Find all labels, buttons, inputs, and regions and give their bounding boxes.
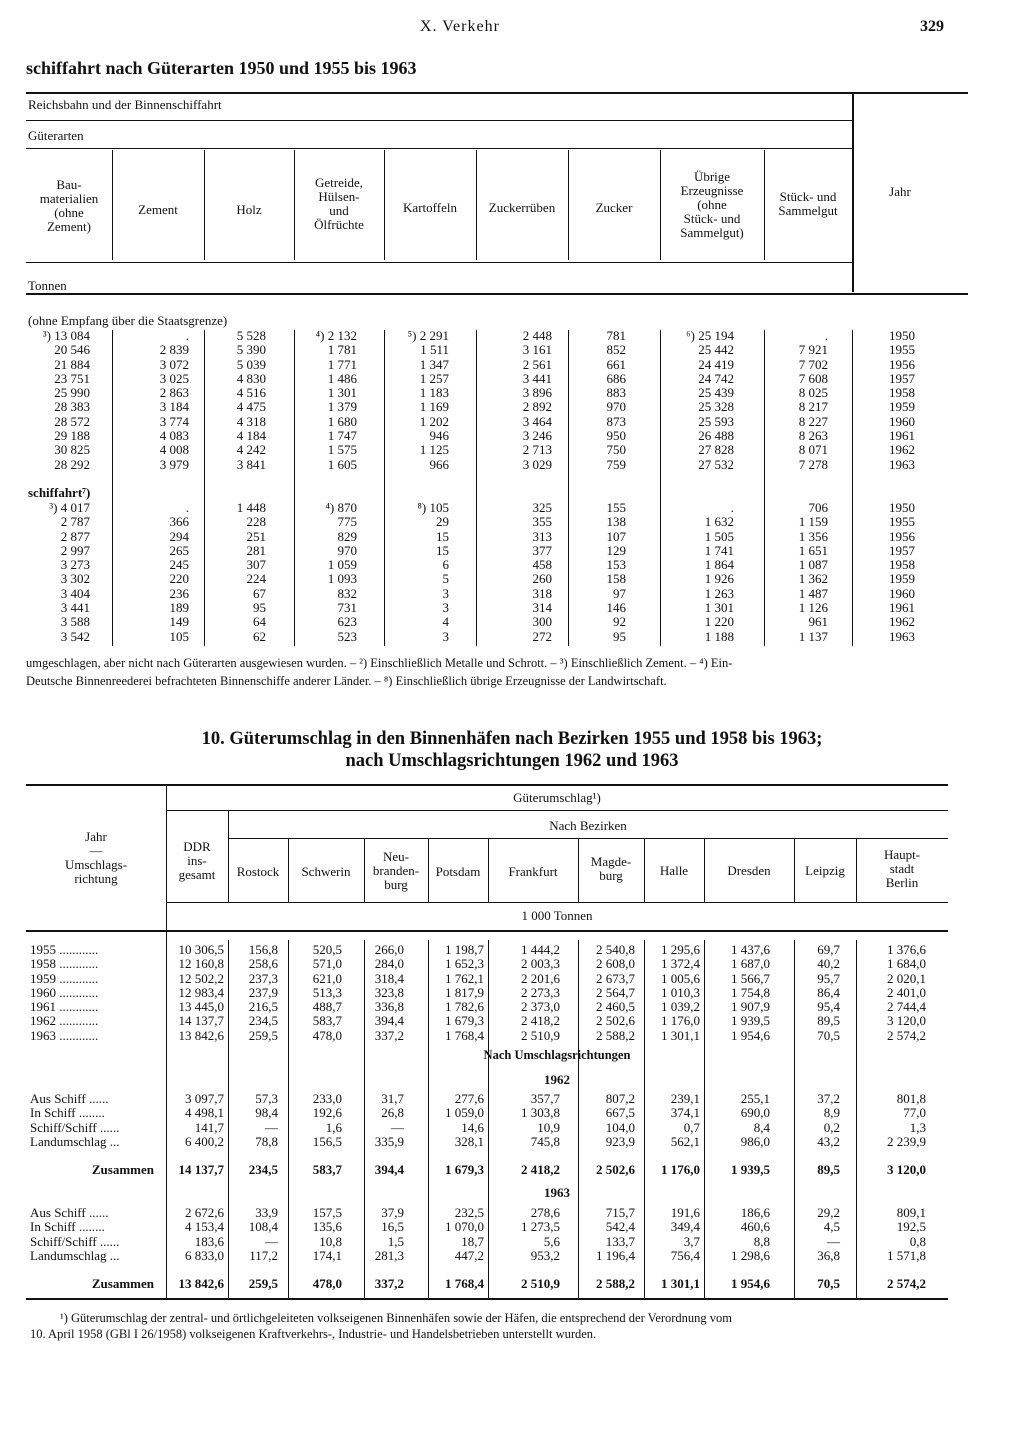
rule [26,120,852,121]
b1962-potsdam: 277,6 1 059,0 14,6 328,1 [445,1091,484,1149]
table2-footnote-2: 10. April 1958 (GBl I 26/1958) volkseigenen Kraftverkehrs-, Industrie- und Handelsbetrieben unterstellt wurden. [30,1327,597,1341]
s2-zuckerrueben-column: 325 355 313 377 458 260 318 314 300 272 [532,500,552,644]
s2-zucker-column: 155 138 107 129 153 158 97 146 92 95 [606,500,626,644]
years-dresden: 1 437,6 1 687,0 1 566,7 1 754,8 1 907,9 1 939,5 1 954,6 [731,942,770,1043]
years-potsdam: 1 198,7 1 652,3 1 762,1 1 817,9 1 782,6 1 679,3 1 768,4 [445,942,484,1043]
rule [26,293,968,295]
col-sep [488,940,489,1298]
sum1963-neubrandenburg: 337,2 [374,1276,404,1291]
sum1963-berlin: 2 574,2 [887,1276,926,1291]
sum1963-magdeburg: 2 588,2 [596,1276,635,1291]
sum1962-schwerin: 583,7 [312,1162,342,1177]
b1962-leipzig: 37,2 8,9 0,2 43,2 [817,1091,840,1149]
sum1963-leipzig: 70,5 [817,1276,840,1291]
b1963-dresden: 186,6 460,6 8,8 1 298,6 [731,1205,770,1263]
richtungen-label: Nach Umschlagsrichtungen [483,1048,631,1062]
section1-label: (ohne Empfang über die Staatsgrenze) [28,313,228,328]
b1962-ddr: 3 097,7 4 498,1 141,7 6 400,2 [185,1091,224,1149]
table2-stub-header: Jahr — Umschlags- richtung [64,829,128,886]
col-header-ddr: DDR ins- gesamt [178,839,216,882]
b1963-berlin: 809,1 192,5 0,8 1 571,8 [887,1205,926,1263]
b1962-schwerin: 233,0 192,6 1,6 156,5 [312,1091,342,1149]
rule [166,810,948,811]
sum1962-label: Zusammen [91,1162,154,1177]
table2-title-line2: nach Umschlagsrichtungen 1962 und 1963 [345,751,679,771]
col-header-uebrige: Übrige Erzeugnisse (ohne Stück- und Sammelgut) [680,169,744,240]
b1963-magdeburg: 715,7 542,4 133,7 1 196,4 [596,1205,635,1263]
b1963-labels: Aus Schiff ...... In Schiff ........ Schiff/Schiff ...... Landumschlag ... [30,1205,120,1263]
rule [228,838,948,839]
year-1962-label: 1962 [544,1072,570,1087]
sum1963-frankfurt: 2 510,9 [521,1276,560,1291]
s1-zement-column: . 2 839 3 072 3 025 2 863 3 184 3 774 4 083 4 008 3 979 [159,328,189,472]
col-header-frankfurt: Frankfurt [508,864,558,879]
sum1963-label: Zusammen [91,1276,154,1291]
b1963-potsdam: 232,5 1 070,0 18,7 447,2 [445,1205,484,1263]
col-header-zement: Zement [138,202,178,217]
sum1963-dresden: 1 954,6 [731,1276,770,1291]
chapter-heading: X. Verkehr [420,18,500,35]
s1-holz-column: 5 528 5 390 5 039 4 830 4 516 4 475 4 318 4 184 4 242 3 841 [236,328,266,472]
col-header-potsdam: Potsdam [435,864,481,879]
col-header-rostock: Rostock [236,864,280,879]
b1962-neubrandenburg: 31,7 26,8 — 335,9 [374,1091,404,1149]
sum1962-leipzig: 89,5 [817,1162,840,1177]
years-berlin: 1 376,6 1 684,0 2 020,1 2 401,0 2 744,4 3 120,0 2 574,2 [887,942,926,1043]
s2-zement-column: . 366 294 265 245 220 236 189 149 105 [169,500,189,644]
b1963-rostock: 33,9 108,4 — 117,2 [248,1205,278,1263]
s2-bau-column: ³) 4 017 2 787 2 877 2 997 3 273 3 302 3 404 3 441 3 588 3 542 [49,500,90,644]
col-sep [294,330,295,646]
col-sep [568,330,569,646]
table1-title: schiffahrt nach Güterarten 1950 und 1955 bis 1963 [26,58,417,78]
years-halle: 1 295,6 1 372,4 1 005,6 1 010,3 1 039,2 1 176,0 1 301,1 [661,942,700,1043]
sum1962-rostock: 234,5 [248,1162,278,1177]
col-sep [764,330,765,646]
col-sep [578,940,579,1298]
col-header-dresden: Dresden [727,863,771,878]
table2-subgroup-header: Nach Bezirken [549,818,627,833]
b1962-rostock: 57,3 98,4 — 78,8 [255,1091,278,1149]
rule [26,148,852,149]
col-header-halle: Halle [659,863,689,878]
col-header-stueck: Stück- und Sammelgut [778,189,838,218]
sum1962-ddr: 14 137,7 [178,1162,224,1177]
table1-top-rule [26,92,968,94]
sum1962-halle: 1 176,0 [661,1162,700,1177]
rule [26,930,948,932]
sum1963-ddr: 13 842,6 [178,1276,224,1291]
sum1962-potsdam: 1 679,3 [445,1162,484,1177]
col-header-berlin: Haupt- stadt Berlin [883,847,921,890]
rule [26,262,852,263]
table1-gueterarten-label: Güterarten [28,128,84,143]
col-sep [288,940,289,1298]
col-header-zuckerrueben: Zuckerrüben [488,200,556,215]
sum1963-halle: 1 301,1 [661,1276,700,1291]
col-sep [384,330,385,646]
table1-top-header: Reichsbahn und der Binnenschiffahrt [28,97,222,112]
col-header-leipzig: Leipzig [805,863,845,878]
col-sep [428,940,429,1298]
table2-title-line1: 10. Güterumschlag in den Binnenhäfen nach Bezirken 1955 und 1958 bis 1963; [201,729,823,749]
b1962-berlin: 801,8 77,0 1,3 2 239,9 [887,1091,926,1149]
b1963-ddr: 2 672,6 4 153,4 183,6 6 833,0 [185,1205,224,1263]
sum1962-dresden: 1 939,5 [731,1162,770,1177]
col-header-kartoffeln: Kartoffeln [403,200,457,215]
s2-uebrige-column: . 1 632 1 505 1 741 1 864 1 926 1 263 1 301 1 220 1 188 [704,500,734,644]
s1-kartoffeln-column: ⁵) 2 291 1 511 1 347 1 257 1 183 1 169 1 202 946 1 125 966 [407,328,449,472]
s2-jahr-column: 1950 1955 1956 1957 1958 1959 1960 1961 1962 1963 [889,500,915,644]
s1-zuckerrueben-column: 2 448 3 161 2 561 3 441 3 896 2 892 3 464 3 246 2 713 3 029 [522,328,552,472]
col-header-schwerin: Schwerin [301,864,351,879]
col-sep [228,940,229,1298]
b1962-magdeburg: 807,2 667,5 104,0 923,9 [605,1091,635,1149]
years-leipzig: 69,7 40,2 95,7 86,4 95,4 89,5 70,5 [817,942,840,1043]
b1963-neubrandenburg: 37,9 16,5 1,5 281,3 [374,1205,404,1263]
col-sep [852,330,853,646]
s1-uebrige-column: ⁶) 25 194 25 442 24 419 24 742 25 439 25 328 25 593 26 488 27 828 27 532 [686,328,734,472]
col-sep [476,330,477,646]
b1962-labels: Aus Schiff ...... In Schiff ........ Schiff/Schiff ...... Landumschlag ... [30,1091,120,1149]
b1962-frankfurt: 357,7 1 303,8 10,9 745,8 [521,1091,560,1149]
years-ddr: 10 306,5 12 160,8 12 502,2 12 983,4 13 445,0 14 137,7 13 842,6 [178,942,224,1043]
section2-label: schiffahrt⁷) [28,485,91,500]
table2-top-rule [26,784,948,786]
col-header-zucker: Zucker [595,200,633,215]
sum1962-frankfurt: 2 418,2 [521,1162,560,1177]
sum1962-neubrandenburg: 394,4 [374,1162,404,1177]
col-header-baumaterialien: Bau- materialien (ohne Zement) [39,177,99,234]
s2-stueck-column: 706 1 159 1 356 1 651 1 087 1 362 1 487 1 126 961 1 137 [798,500,828,644]
b1962-halle: 239,1 374,1 0,7 562,1 [670,1091,700,1149]
table2-unit: 1 000 Tonnen [521,908,593,923]
table2-footnote-1: ¹) Güterumschlag der zentral- und örtlichgeleiteten volkseigenen Binnenhäfen sowie der Häfen, die entsprechend der Verordnung vom [60,1311,733,1325]
rule [166,902,948,903]
col-sep [794,940,795,1298]
s1-getreide-column: ⁴) 2 132 1 781 1 771 1 486 1 301 1 379 1 680 1 747 1 575 1 605 [315,328,357,472]
s1-stueck-column: . 7 921 7 702 7 608 8 025 8 217 8 227 8 263 8 071 7 278 [798,328,828,472]
col-sep [704,940,705,1298]
s1-jahr-column: 1950 1955 1956 1957 1958 1959 1960 1961 1962 1963 [889,328,915,472]
col-header-holz: Holz [236,202,262,217]
col-header-magdeburg: Magde- burg [590,854,632,883]
s1-bau-column: ³) 13 084 20 546 21 884 23 751 25 990 28 383 28 572 29 188 30 825 28 292 [42,328,90,472]
col-header-getreide: Getreide, Hülsen- und Ölfrüchte [314,175,364,232]
years-neubrandenburg: 266,0 284,0 318,4 323,8 336,8 394,4 337,2 [374,942,404,1043]
years-labels: 1955 ............ 1958 ............ 1959 ............ 1960 ............ 1961 ............ 1962 ............ 1963 ............ [30,942,99,1043]
s2-kartoffeln-column: ⁸) 105 29 15 15 6 5 3 3 4 3 [417,500,449,644]
table2-group-header: Güterumschlag¹) [513,790,601,805]
sum1963-potsdam: 1 768,4 [445,1276,484,1291]
b1962-dresden: 255,1 690,0 8,4 986,0 [740,1091,770,1149]
col-sep [644,940,645,1298]
col-header-neubrandenburg: Neu- branden- burg [372,849,420,892]
sum1963-schwerin: 478,0 [312,1276,342,1291]
col-sep [856,940,857,1298]
sum1963-rostock: 259,5 [248,1276,278,1291]
b1963-frankfurt: 278,6 1 273,5 5,6 953,2 [521,1205,560,1263]
table1-footnote-1: umgeschlagen, aber nicht nach Güterarten ausgewiesen wurden. – ²) Einschließlich Metalle und Schrott. – ³) Einschließlich Zement. – ⁴) Ein- [26,656,733,670]
table2-bottom-rule [26,1298,948,1300]
b1963-schwerin: 157,5 135,6 10,8 174,1 [312,1205,342,1263]
s2-holz-column: 1 448 228 251 281 307 224 67 95 64 62 [236,500,266,644]
col-sep [228,810,229,902]
table1-footnote-2: Deutsche Binnenreederei befrachteten Binnenschiffe anderer Länder. – ⁸) Einschließlich übrige Erzeugnisse der Landwirtschaft. [26,674,667,688]
s1-zucker-column: 781 852 661 686 883 970 873 950 750 759 [606,328,626,472]
col-sep [112,330,113,646]
years-schwerin: 520,5 571,0 621,0 513,3 488,7 583,7 478,0 [312,942,342,1043]
sum1962-berlin: 3 120,0 [887,1162,926,1177]
table1-unit: Tonnen [28,278,67,293]
b1963-leipzig: 29,2 4,5 — 36,8 [817,1205,840,1263]
b1963-halle: 191,6 349,4 3,7 756,4 [670,1205,700,1263]
years-magdeburg: 2 540,8 2 608,0 2 673,7 2 564,7 2 460,5 2 502,6 2 588,2 [596,942,635,1043]
sum1962-magdeburg: 2 502,6 [596,1162,635,1177]
col-header-jahr: Jahr [889,184,911,199]
s2-getreide-column: ⁴) 870 775 829 970 1 059 1 093 832 731 623 523 [325,500,357,644]
col-sep [660,330,661,646]
year-1963-label: 1963 [544,1185,570,1200]
years-rostock: 156,8 258,6 237,3 237,9 216,5 234,5 259,5 [248,942,278,1043]
page-number: 329 [920,18,944,35]
col-sep [364,940,365,1298]
years-frankfurt: 1 444,2 2 003,3 2 201,6 2 273,3 2 373,0 2 418,2 2 510,9 [521,942,560,1043]
col-sep [204,330,205,646]
